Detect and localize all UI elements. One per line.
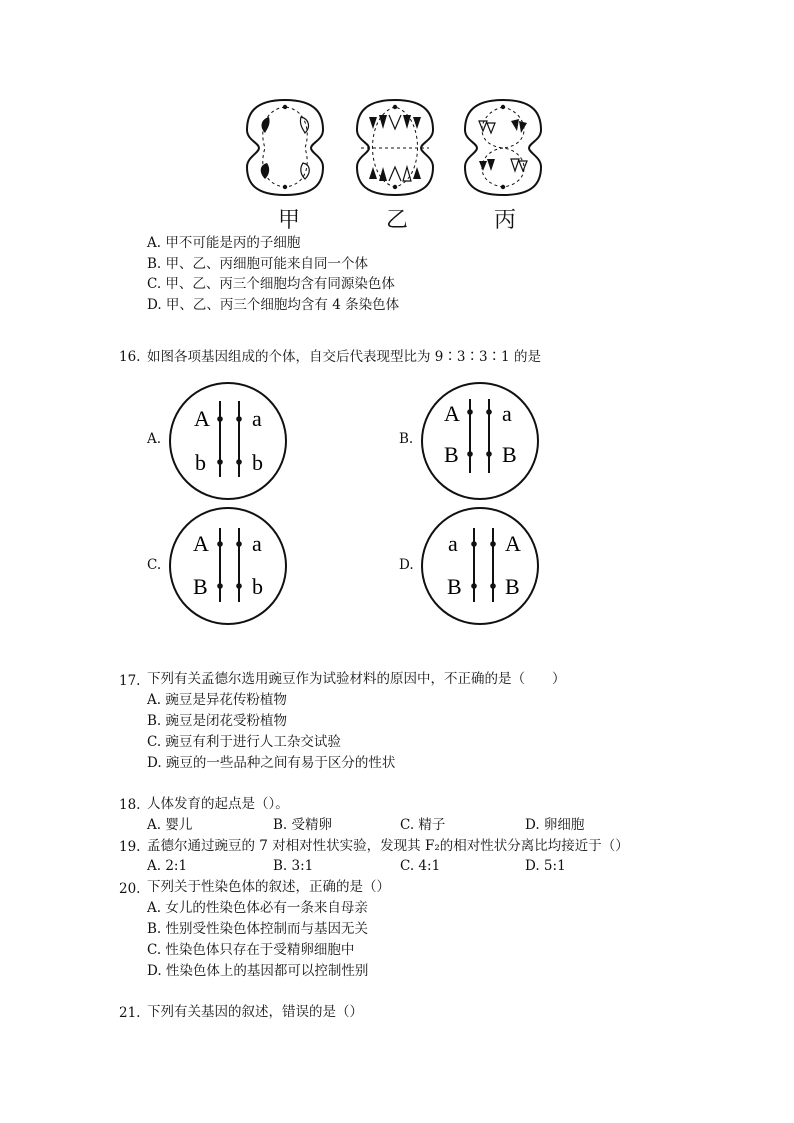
q18-option-a: A. 婴儿 <box>147 817 193 833</box>
q16-a-bottom-left: b <box>195 450 206 475</box>
q16-d-top-right: A <box>505 531 521 556</box>
q20-stem: 下列关于性染色体的叙述，正确的是（） <box>147 879 390 895</box>
q17-option-c: C. 豌豆有利于进行人工杂交试验 <box>147 734 341 750</box>
q16-d-bottom-right: B <box>505 574 520 599</box>
q16-option-a-letter: A. <box>147 431 162 447</box>
q21-number: 21. <box>119 1005 141 1021</box>
q16-a-bottom-right: b <box>252 450 263 475</box>
q16-option-c-cell <box>168 506 288 626</box>
cell-label-jia: 甲 <box>278 208 301 233</box>
q18-option-b: B. 受精卵 <box>273 817 333 833</box>
cell-bing-diagram <box>465 100 541 195</box>
q16-a-top-left: A <box>194 406 210 431</box>
q19-option-a: A. 2:1 <box>147 858 188 874</box>
q17-number: 17. <box>119 673 141 689</box>
q16-c-bottom-right: b <box>252 574 263 599</box>
q19-stem: 孟德尔通过豌豆的 7 对相对性状实验，发现其 F₂的相对性状分离比均接近于（） <box>147 838 629 854</box>
q19-option-c: C. 4:1 <box>400 858 441 874</box>
q16-c-top-left: A <box>193 531 209 556</box>
q18-option-d: D. 卵细胞 <box>525 817 585 833</box>
q16-option-c-letter: C. <box>147 557 162 573</box>
q16-d-top-left: a <box>448 531 458 556</box>
q16-a-top-right: a <box>252 406 262 431</box>
cell-yi-diagram <box>357 100 433 195</box>
q16-b-bottom-left: B <box>444 442 459 467</box>
q15-option-a: A. 甲不可能是丙的子细胞 <box>147 235 301 251</box>
cell-jia-diagram <box>247 100 323 195</box>
q19-option-d: D. 5:1 <box>525 858 566 874</box>
q16-b-top-right: a <box>502 401 512 426</box>
q19-option-b: B. 3:1 <box>273 858 314 874</box>
q16-c-bottom-left: B <box>193 574 208 599</box>
q18-option-c: C. 精子 <box>400 817 446 833</box>
q16-b-bottom-right: B <box>502 442 517 467</box>
cell-label-bing: 丙 <box>494 208 517 233</box>
q15-cell-figure <box>245 95 555 200</box>
q20-option-b: B. 性别受性染色体控制而与基因无关 <box>147 921 369 937</box>
q16-option-d-letter: D. <box>399 557 414 573</box>
q18-number: 18. <box>119 797 141 813</box>
q16-d-bottom-left: B <box>447 574 462 599</box>
q16-option-b-cell <box>420 381 540 501</box>
q15-option-c: C. 甲、乙、丙三个细胞均含有同源染色体 <box>147 276 395 292</box>
q16-option-b-letter: B. <box>399 431 414 447</box>
q17-option-d: D. 豌豆的一些品种之间有易于区分的性状 <box>147 755 396 771</box>
q17-stem: 下列有关孟德尔选用豌豆作为试验材料的原因中，不正确的是（ ） <box>147 671 566 687</box>
q16-option-d-cell <box>420 506 540 626</box>
q21-stem: 下列有关基因的叙述，错误的是（） <box>147 1004 363 1020</box>
q16-c-top-right: a <box>252 531 262 556</box>
q17-option-b: B. 豌豆是闭花受粉植物 <box>147 713 288 729</box>
q20-option-d: D. 性染色体上的基因都可以控制性别 <box>147 963 369 979</box>
q20-number: 20. <box>119 881 141 897</box>
q17-option-a: A. 豌豆是异花传粉植物 <box>147 692 287 708</box>
q19-number: 19. <box>119 839 141 855</box>
q20-option-a: A. 女儿的性染色体必有一条来自母亲 <box>147 900 368 916</box>
q18-stem: 人体发育的起点是（）。 <box>147 796 289 812</box>
q16-stem: 如图各项基因组成的个体，自交后代表现型比为 9∶3∶3∶1 的是 <box>147 349 541 365</box>
q15-option-d: D. 甲、乙、丙三个细胞均含有 4 条染色体 <box>147 297 400 313</box>
q16-b-top-left: A <box>444 401 460 426</box>
q15-option-b: B. 甲、乙、丙细胞可能来自同一个体 <box>147 256 369 272</box>
q20-option-c: C. 性染色体只存在于受精卵细胞中 <box>147 942 355 958</box>
q16-option-a-cell <box>168 381 288 501</box>
q16-number: 16. <box>119 349 141 365</box>
cell-label-yi: 乙 <box>386 208 409 233</box>
